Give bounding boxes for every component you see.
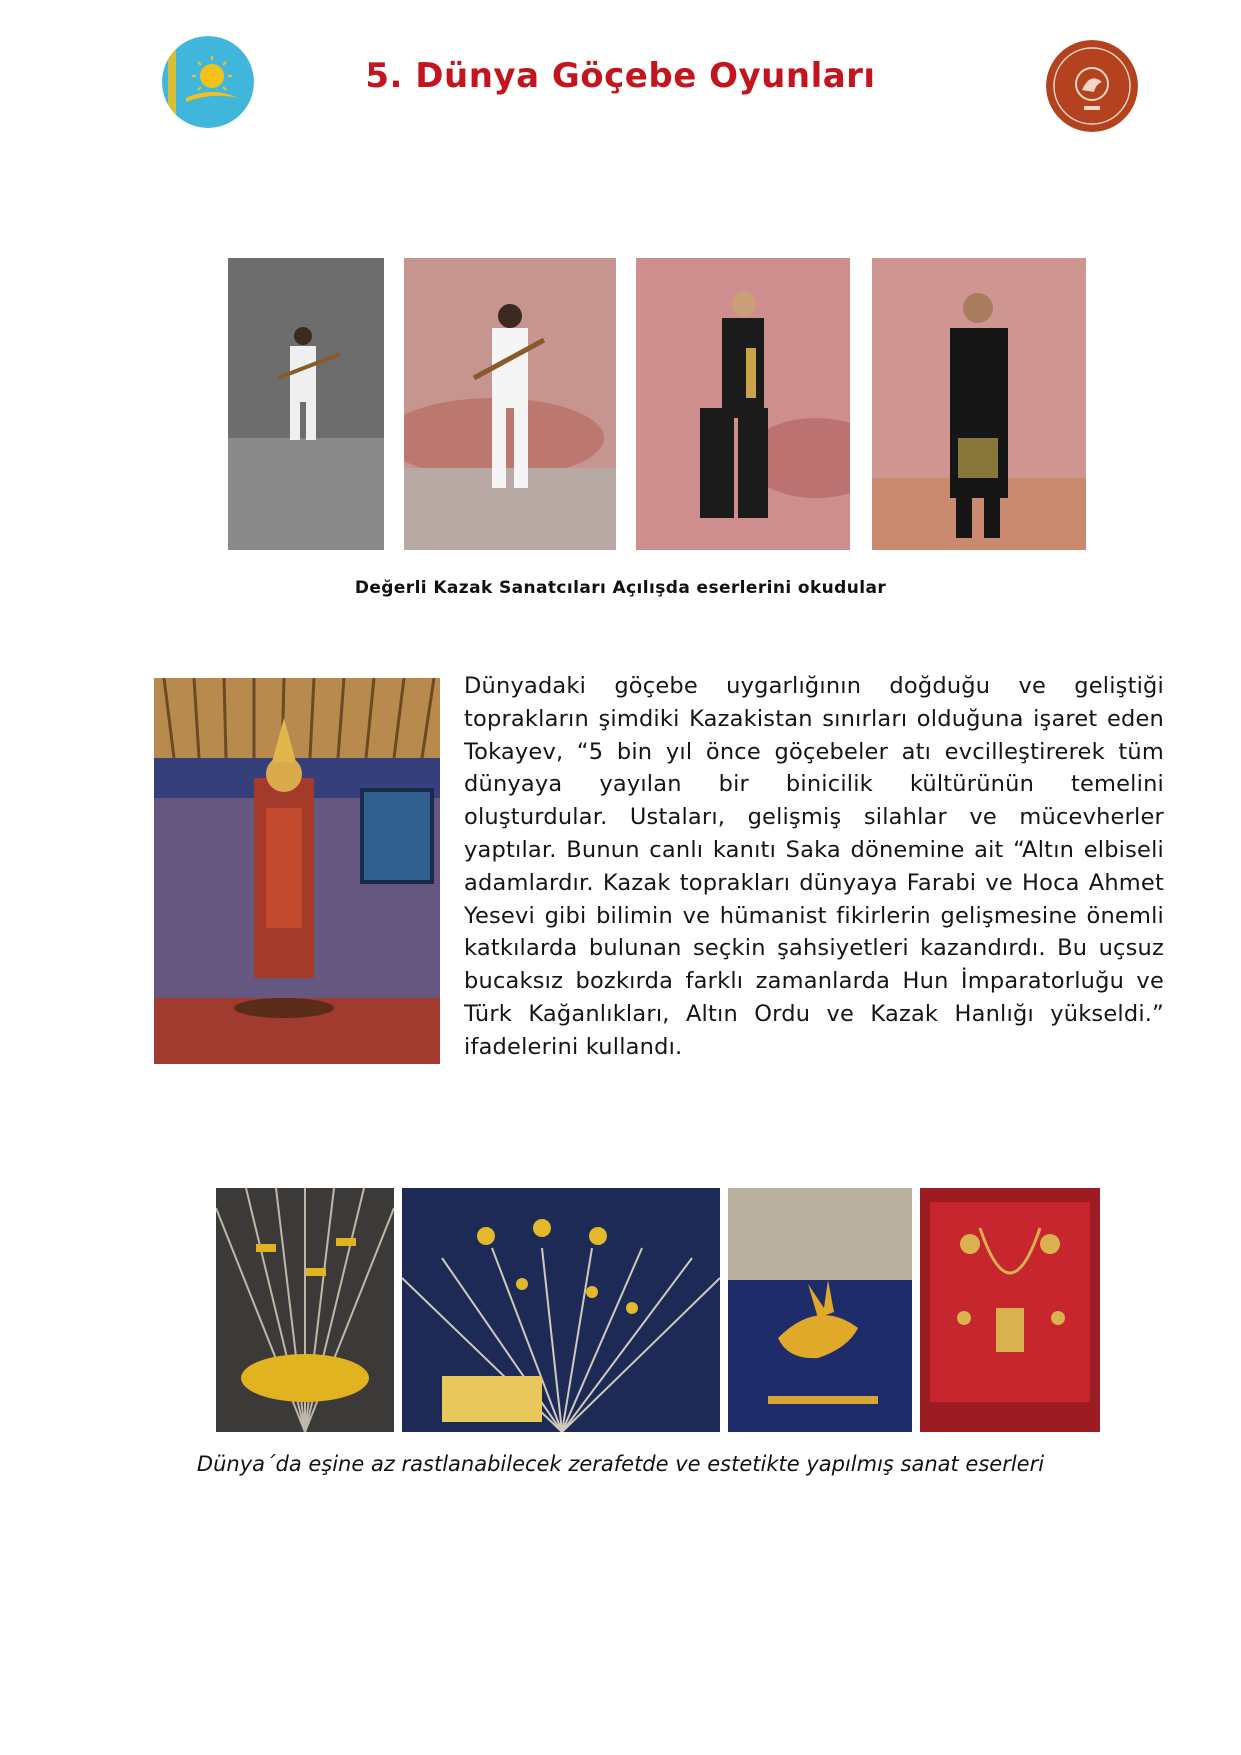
- bottom-gallery-caption: Dünya´da eşine az rastlanabilecek zerafetde ve estetikte yapılmış sanat eserleri: [196, 1452, 1045, 1476]
- article-paragraph: Dünyadaki göçebe uygarlığının doğduğu ve geliştiği toprakların şimdiki Kazakistan sınırları olduğuna işaret eden Tokayev, “5 bin yıl önce göçebeler atı evcilleştirerek tüm dünyaya yayılan bir binicilik kültürünün temelini oluşturdular. Ustaları, gelişmiş silahlar ve mücevherler yaptılar. Bunun canlı kanıtı Saka dönemine ait “Altın elbiseli adamlardır. Kazak toprakları dünyaya Farabi ve Hoca Ahmet Yesevi gibi bilimin ve hümanist fikirlerin gelişmesine önemli katkılarda bulunan seçkin şahsiyetleri kazandırdı. Bu uçsuz bucaksız bozkırda farklı zamanlarda Hun İmparatorluğu ve Türk Kağanlıkları, Altın Ordu ve Kazak Hanlığı yükseldi.” ifadelerini kullandı.: [464, 673, 1164, 1060]
- world-nomad-games-seal-icon: [1046, 40, 1138, 132]
- golden-man-statue-photo: [154, 678, 440, 1064]
- gold-deer-photo: [728, 1188, 912, 1432]
- performer-photo-2: [404, 258, 616, 550]
- gold-jewelry-photo: [920, 1188, 1100, 1432]
- gold-artifact-photo-2: [402, 1188, 720, 1432]
- performer-photo-3: [636, 258, 850, 550]
- top-gallery-caption: Değerli Kazak Sanatcıları Açılışda eserlerini okudular: [354, 578, 887, 598]
- page-title: 5. Dünya Göçebe Oyunları: [365, 56, 876, 96]
- gold-artifact-photo-1: [216, 1188, 394, 1432]
- performer-photo-1: [228, 258, 384, 550]
- performer-photo-4: [872, 258, 1086, 550]
